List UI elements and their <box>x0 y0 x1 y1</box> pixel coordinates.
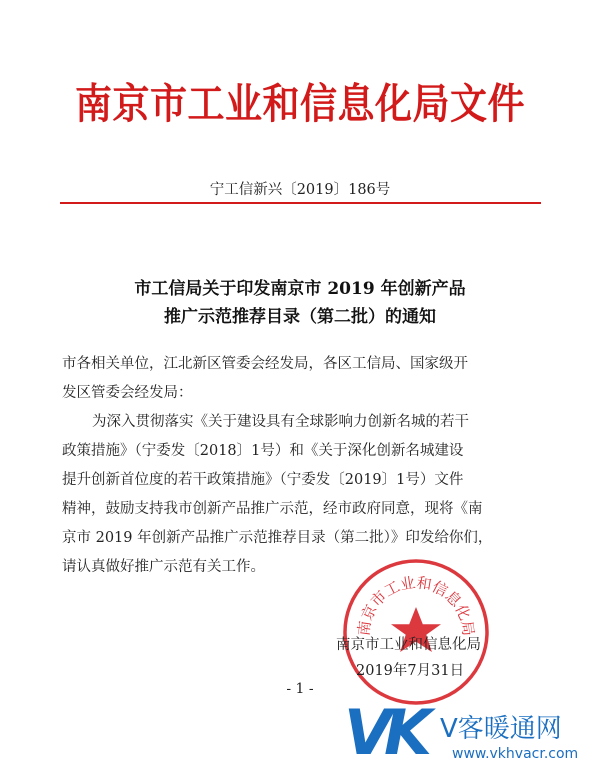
vk-logo-k: K <box>384 696 433 769</box>
signature-org: 南京市工业和信息化局 <box>336 637 481 653</box>
vk-logo-icon <box>344 696 440 769</box>
body-line: 为深入贯彻落实《关于建设具有全球影响力创新名城的若干 <box>92 414 469 430</box>
notice-title-line-2: 推广示范推荐目录（第二批）的通知 <box>164 307 436 327</box>
body-line: 政策措施》（宁委发〔2018〕1号）和《关于深化创新名城建设 <box>62 443 464 459</box>
body-line: 精神，鼓励支持我市创新产品推广示范，经市政府同意，现将《南 <box>62 501 483 517</box>
seal-text-path: 南京市工业和信息化局 <box>354 573 478 637</box>
watermark-site-name: V客暖通网 <box>440 714 562 744</box>
body-line: 提升创新首位度的若干政策措施》（宁委发〔2019〕1号）文件 <box>62 472 464 488</box>
watermark <box>344 696 594 776</box>
watermark-url: www.vkhvacr.com <box>452 746 579 762</box>
vk-logo-v: V <box>344 696 392 769</box>
page-number: - 1 - <box>286 681 314 697</box>
header-red-rule <box>60 202 541 204</box>
document-number: 宁工信新兴〔2019〕186号 <box>209 182 391 198</box>
body-line: 发区管委会经发局： <box>62 385 193 401</box>
body-line: 市各相关单位，江北新区管委会经发局，各区工信局、国家级开 <box>62 356 468 372</box>
notice-title-line-1: 市工信局关于印发南京市 2019 年创新产品 <box>134 279 466 299</box>
signature-date: 2019年7月31日 <box>356 663 465 679</box>
document-header-title: 南京市工业和信息化局文件 <box>75 80 525 129</box>
body-line: 请认真做好推广示范有关工作。 <box>62 559 265 575</box>
body-line: 京市 2019 年创新产品推广示范推荐目录（第二批）》印发给你们， <box>62 530 493 546</box>
